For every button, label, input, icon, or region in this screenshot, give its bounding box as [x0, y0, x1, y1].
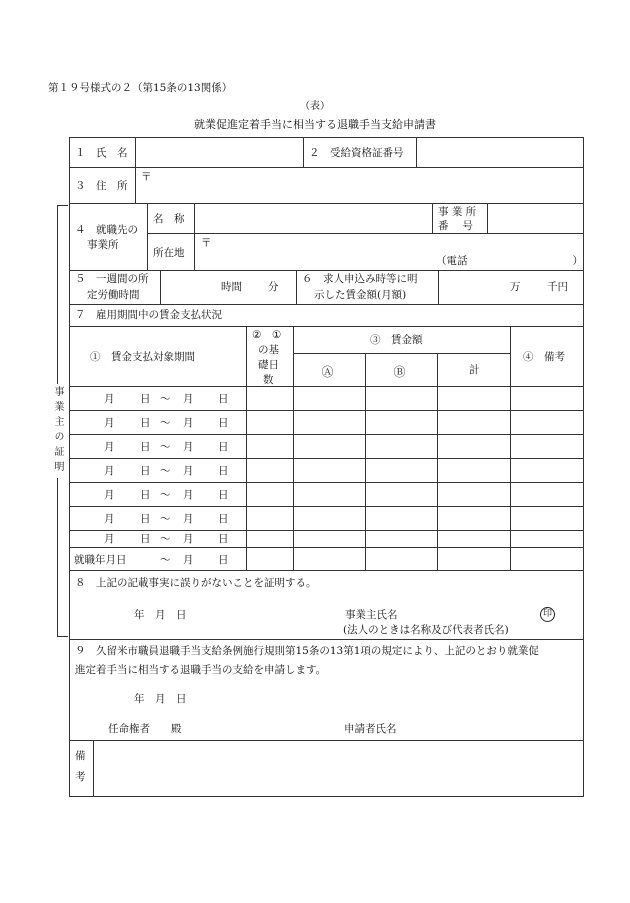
remarks-label-1: 備: [75, 750, 86, 762]
base-days-header-3: 礎日: [258, 359, 279, 371]
wage-b-header: Ⓑ: [393, 365, 406, 379]
row7-month1: 月: [104, 533, 115, 545]
row5-tilde: ～: [160, 489, 171, 501]
weekly-hours-field[interactable]: [161, 271, 295, 303]
row5-day1: 日: [140, 489, 151, 501]
application-statement-2: 進定着手当に相当する退職手当の支給を申請します。: [75, 664, 327, 676]
employer-cert-side-label: 事業主の証明: [52, 386, 63, 476]
certification-date: 年 月 日: [134, 609, 187, 621]
row4-day1: 日: [140, 465, 151, 477]
office-number-label-1: 事 業 所: [438, 206, 477, 218]
workplace-label-2: 事業所: [87, 239, 119, 251]
row6-tilde: ～: [160, 513, 171, 525]
address-field[interactable]: [150, 168, 583, 202]
wage-status-label: ７ 雇用期間中の賃金支払状況: [75, 309, 222, 321]
name-field[interactable]: [136, 138, 302, 166]
row7-day2: 日: [218, 533, 229, 545]
company-name-label: 名 称: [153, 213, 185, 225]
row4-month1: 月: [104, 465, 115, 477]
weekly-hours-label-2: 定労働時間: [87, 289, 140, 301]
row2-month1: 月: [104, 417, 115, 429]
stated-wage-field[interactable]: [439, 271, 583, 303]
row8-day: 日: [218, 554, 229, 566]
location-field[interactable]: [210, 235, 583, 269]
row7-tilde: ～: [160, 533, 171, 545]
name-label: １ 氏 名: [75, 147, 128, 159]
form-title: 就業促進定着手当に相当する退職手当支給申請書: [194, 118, 436, 131]
postal-mark-2: 〒: [201, 237, 212, 249]
row5-month1: 月: [104, 489, 115, 501]
stated-wage-label-2: 示した賃金額(月額): [314, 289, 407, 301]
remarks-field[interactable]: [94, 741, 583, 796]
certificate-number-field[interactable]: [417, 138, 583, 166]
office-number-field[interactable]: [488, 204, 583, 232]
phone-label: （電話 ）: [436, 255, 583, 267]
base-days-header-2: の基: [258, 344, 279, 356]
row3-tilde: ～: [160, 441, 171, 453]
applicant-name-label: 申請者氏名: [344, 723, 397, 735]
base-days-header-4: 数: [263, 374, 274, 386]
row2-day1: 日: [140, 417, 151, 429]
row7-day1: 日: [140, 533, 151, 545]
hours-unit: 時間: [221, 281, 242, 293]
row5-day2: 日: [218, 489, 229, 501]
wage-a-header: Ⓐ: [321, 365, 334, 379]
weekly-hours-label-1: ５ 一週間の所: [75, 273, 149, 285]
row6-month1: 月: [104, 513, 115, 525]
row6-day2: 日: [218, 513, 229, 525]
minutes-unit: 分: [268, 281, 279, 293]
row1-month1: 月: [104, 393, 115, 405]
side-indicator: （表）: [300, 101, 330, 112]
seal-mark: 印: [540, 607, 555, 622]
row2-tilde: ～: [160, 417, 171, 429]
application-statement-1: ９ 久留米市職員退職手当支給条例施行規則第15条の13第1項の規定により、上記のとおり就業促: [75, 645, 539, 657]
row1-month2: 月: [183, 393, 194, 405]
location-label: 所在地: [153, 247, 185, 259]
row1-day2: 日: [218, 393, 229, 405]
workplace-label-1: ４ 就職先の: [75, 224, 138, 236]
application-date: 年 月 日: [134, 693, 187, 705]
form-number: 第１９号様式の２（第15条の13関係）: [48, 82, 233, 94]
row3-month2: 月: [183, 441, 194, 453]
base-days-header-1: ② ①: [252, 329, 282, 341]
row2-day2: 日: [218, 417, 229, 429]
row8-month: 月: [183, 554, 194, 566]
address-label: ３ 住 所: [75, 180, 128, 192]
employer-name-label: 事業主氏名: [345, 609, 398, 621]
row4-tilde: ～: [160, 465, 171, 477]
corporation-note: (法人のときは名称及び代表者氏名): [343, 624, 509, 636]
row8-tilde: ～: [160, 554, 171, 566]
employment-date-label: 就職年月日: [74, 554, 127, 566]
appointer-addressee: 任命権者 殿: [108, 723, 182, 735]
wage-total-header: 計: [469, 364, 480, 376]
row4-month2: 月: [183, 465, 194, 477]
row6-month2: 月: [183, 513, 194, 525]
remarks-column-header: ④ 備考: [523, 351, 565, 363]
man-unit: 万: [510, 281, 521, 293]
row6-day1: 日: [140, 513, 151, 525]
row3-day2: 日: [218, 441, 229, 453]
sen-yen-unit: 千円: [547, 281, 568, 293]
row3-month1: 月: [104, 441, 115, 453]
wage-amount-header: ③ 賃金額: [370, 334, 423, 346]
postal-mark: 〒: [141, 171, 152, 183]
row7-month2: 月: [183, 533, 194, 545]
stated-wage-label-1: ６ 求人申込み時等に明: [302, 273, 418, 285]
office-number-label-2: 番 号: [438, 220, 473, 232]
payment-period-header: ① 賃金支払対象期間: [90, 351, 195, 363]
row4-day2: 日: [218, 465, 229, 477]
row5-month2: 月: [183, 489, 194, 501]
remarks-label-2: 考: [75, 771, 86, 783]
certificate-number-label: ２ 受給資格証番号: [309, 147, 404, 159]
row1-day1: 日: [140, 393, 151, 405]
certification-statement: ８ 上記の記載事実に誤りがないことを証明する。: [75, 577, 317, 589]
row2-month2: 月: [183, 417, 194, 429]
row3-day1: 日: [140, 441, 151, 453]
row1-tilde: ～: [160, 393, 171, 405]
company-name-field[interactable]: [195, 204, 431, 232]
